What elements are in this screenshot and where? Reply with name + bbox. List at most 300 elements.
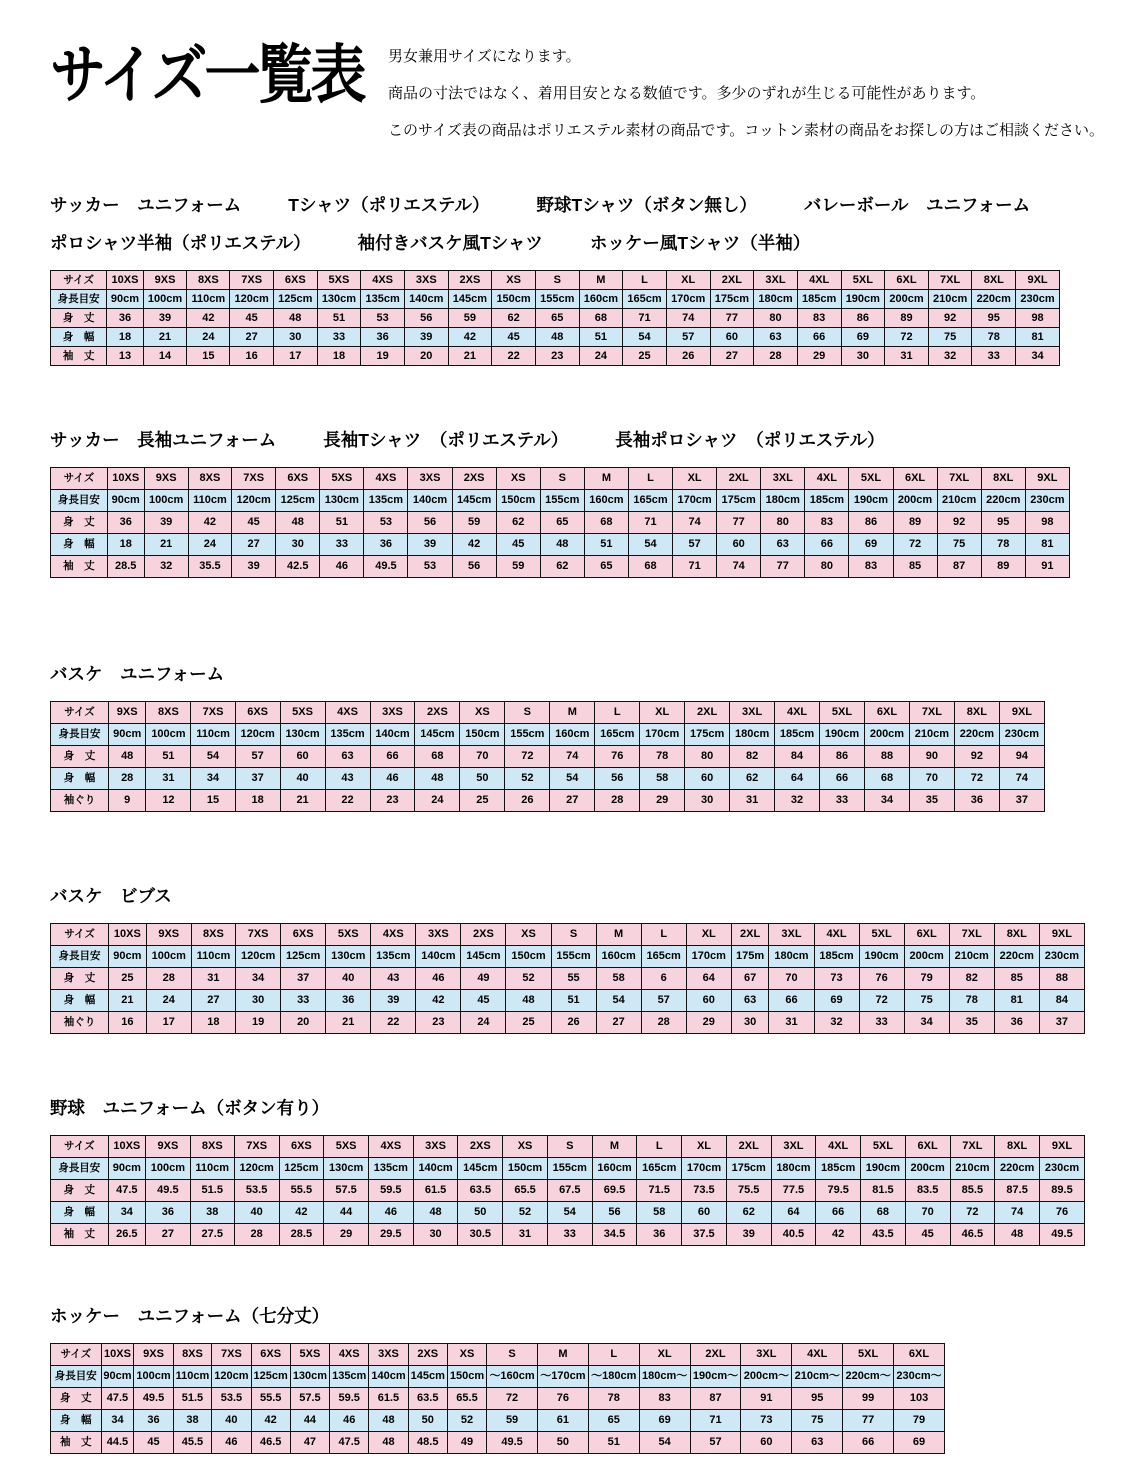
- value-cell: 79: [894, 1410, 945, 1432]
- size-cell: 3XL: [771, 1136, 816, 1158]
- value-cell: 46: [330, 1410, 369, 1432]
- value-cell: 87.5: [995, 1180, 1040, 1202]
- value-cell: 48: [995, 1224, 1040, 1246]
- value-cell: 36: [361, 328, 405, 347]
- table-row: [51, 1136, 1085, 1158]
- row-label: 身 丈: [51, 968, 109, 990]
- value-cell: 52: [503, 1202, 548, 1224]
- value-cell: 90: [909, 746, 954, 768]
- value-cell: 78: [972, 328, 1016, 347]
- size-cell: XL: [673, 468, 717, 490]
- value-cell: 145cm: [448, 290, 492, 309]
- row-label: 身 丈: [51, 309, 107, 328]
- value-cell: 36: [146, 1202, 191, 1224]
- size-cell: 3XL: [761, 468, 805, 490]
- size-cell: 6XL: [905, 1136, 950, 1158]
- value-cell: 23: [416, 1012, 461, 1034]
- value-cell: 32: [775, 790, 820, 812]
- size-cell: S: [505, 702, 550, 724]
- value-cell: 27: [232, 534, 276, 556]
- value-cell: 77: [843, 1410, 894, 1432]
- value-cell: 40.5: [771, 1224, 816, 1246]
- value-cell: 43: [371, 968, 416, 990]
- value-cell: 150cm: [503, 1158, 548, 1180]
- value-cell: 77: [761, 556, 805, 578]
- value-cell: 90cm: [107, 490, 144, 512]
- size-cell: M: [538, 1344, 589, 1366]
- size-cell: 7XL: [909, 702, 954, 724]
- value-cell: 55.5: [251, 1388, 290, 1410]
- value-cell: 190cm: [820, 724, 865, 746]
- size-cell: XS: [460, 702, 505, 724]
- table-row: [51, 468, 1070, 490]
- value-cell: 63: [754, 328, 798, 347]
- value-cell: 33: [547, 1224, 592, 1246]
- value-cell: 165cm: [637, 1158, 682, 1180]
- section-title-text: サッカー 長袖ユニフォーム: [50, 430, 277, 450]
- value-cell: 220cm～: [843, 1366, 894, 1388]
- table-row: [51, 1388, 945, 1410]
- size-cell: S: [487, 1344, 538, 1366]
- value-cell: 37: [999, 790, 1044, 812]
- table-row: [51, 1012, 1085, 1034]
- value-cell: 63: [792, 1432, 843, 1454]
- value-cell: 210cm: [949, 946, 994, 968]
- size-cell: 8XL: [972, 271, 1016, 290]
- value-cell: 56: [452, 556, 496, 578]
- value-cell: 34.5: [592, 1224, 637, 1246]
- value-cell: 88: [1039, 968, 1084, 990]
- value-cell: 25: [623, 347, 667, 366]
- value-cell: 29: [640, 790, 685, 812]
- value-cell: 210cm: [950, 1158, 995, 1180]
- value-cell: 69: [841, 328, 885, 347]
- value-cell: 56: [592, 1202, 637, 1224]
- value-cell: 54: [639, 1432, 690, 1454]
- value-cell: 49.5: [146, 1180, 191, 1202]
- value-cell: 75: [937, 534, 981, 556]
- size-cell: S: [540, 468, 584, 490]
- value-cell: 68: [861, 1202, 906, 1224]
- value-cell: 20: [281, 1012, 326, 1034]
- value-cell: 230cm～: [894, 1366, 945, 1388]
- header-note-2: 商品の寸法ではなく、着用目安となる数値です。多少のずれが生じる可能性があります。: [388, 85, 986, 102]
- value-cell: 185cm: [797, 290, 841, 309]
- value-cell: 92: [954, 746, 999, 768]
- value-cell: 90cm: [107, 290, 143, 309]
- value-cell: 100cm: [144, 490, 188, 512]
- value-cell: 29: [324, 1224, 369, 1246]
- value-cell: 80: [761, 512, 805, 534]
- value-cell: 145cm: [415, 724, 460, 746]
- value-cell: 37.5: [682, 1224, 727, 1246]
- value-cell: 39: [144, 512, 188, 534]
- value-cell: 180cm: [761, 490, 805, 512]
- value-cell: 120cm: [230, 290, 274, 309]
- value-cell: 91: [1025, 556, 1069, 578]
- value-cell: 46.5: [251, 1432, 290, 1454]
- table-row: [51, 1202, 1085, 1224]
- size-cell: 8XS: [188, 468, 231, 490]
- table-row: [51, 768, 1045, 790]
- value-cell: 58: [640, 768, 685, 790]
- value-cell: 98: [1025, 512, 1069, 534]
- value-cell: 26: [551, 1012, 596, 1034]
- value-cell: 81: [994, 990, 1039, 1012]
- table-row: [51, 946, 1085, 968]
- value-cell: 49: [461, 968, 506, 990]
- value-cell: 34: [191, 768, 235, 790]
- size-cell: 9XL: [1039, 1136, 1084, 1158]
- value-cell: 125cm: [279, 1158, 324, 1180]
- section-title-text: バスケ ユニフォーム: [50, 664, 225, 684]
- row-label: 身 丈: [51, 1180, 109, 1202]
- value-cell: 88: [864, 746, 909, 768]
- size-cell: 2XS: [458, 1136, 503, 1158]
- value-cell: 46: [370, 768, 415, 790]
- value-cell: 140cm: [416, 946, 461, 968]
- value-cell: 45: [461, 990, 506, 1012]
- value-cell: 37: [235, 768, 280, 790]
- size-cell: 10XS: [107, 468, 144, 490]
- value-cell: 71: [673, 556, 717, 578]
- size-cell: 6XL: [904, 924, 949, 946]
- value-cell: 60: [717, 534, 761, 556]
- value-cell: 180cm: [754, 290, 798, 309]
- size-cell: 6XS: [281, 924, 326, 946]
- value-cell: 48: [273, 309, 317, 328]
- value-cell: 51.5: [190, 1180, 234, 1202]
- size-cell: 6XL: [894, 1344, 945, 1366]
- value-cell: 45.5: [173, 1432, 212, 1454]
- value-cell: 51: [588, 1432, 639, 1454]
- value-cell: 190cm: [849, 490, 893, 512]
- value-cell: 59: [448, 309, 492, 328]
- row-label: 身 幅: [51, 1202, 109, 1224]
- value-cell: 230cm: [1039, 1158, 1084, 1180]
- row-label: 身 丈: [51, 1388, 102, 1410]
- value-cell: 90cm: [108, 724, 146, 746]
- table-row: [51, 309, 1060, 328]
- value-cell: 48: [535, 328, 579, 347]
- value-cell: 200cm: [893, 490, 937, 512]
- value-cell: 160cm: [584, 490, 628, 512]
- value-cell: 110cm: [191, 946, 235, 968]
- value-cell: 91: [741, 1388, 792, 1410]
- value-cell: 61.5: [413, 1180, 458, 1202]
- value-cell: 17: [146, 1012, 191, 1034]
- size-cell: XL: [666, 271, 710, 290]
- size-cell: 6XS: [279, 1136, 324, 1158]
- size-cell: 5XS: [320, 468, 364, 490]
- value-cell: 27: [230, 328, 274, 347]
- value-cell: 68: [584, 512, 628, 534]
- value-cell: 69: [814, 990, 859, 1012]
- section-title-text: 野球Tシャツ（ボタン無し）: [536, 195, 757, 215]
- size-cell: 3XS: [369, 1344, 408, 1366]
- value-cell: 190cm～: [690, 1366, 741, 1388]
- value-cell: 230cm: [1016, 290, 1060, 309]
- value-cell: 28.5: [279, 1224, 324, 1246]
- value-cell: 56: [404, 309, 448, 328]
- value-cell: 65.5: [447, 1388, 486, 1410]
- value-cell: 145cm: [452, 490, 496, 512]
- value-cell: 95: [972, 309, 1016, 328]
- section-title-text: バレーボール ユニフォーム: [803, 195, 1031, 215]
- size-cell: 2XS: [408, 1344, 447, 1366]
- value-cell: 135cm: [361, 290, 405, 309]
- value-cell: 51: [320, 512, 364, 534]
- value-cell: 62: [730, 768, 775, 790]
- value-cell: 220cm: [981, 490, 1025, 512]
- value-cell: 180cm: [730, 724, 775, 746]
- size-cell: 9XS: [143, 271, 187, 290]
- section-title: [50, 1096, 1101, 1120]
- size-cell: 5XL: [820, 702, 865, 724]
- value-cell: 22: [371, 1012, 416, 1034]
- value-cell: 130cm: [320, 490, 364, 512]
- value-cell: 33: [972, 347, 1016, 366]
- value-cell: 175cm: [710, 290, 754, 309]
- section-title-line: [50, 428, 1101, 452]
- size-cell: 7XS: [212, 1344, 251, 1366]
- value-cell: 155cm: [535, 290, 579, 309]
- table-row: [51, 328, 1060, 347]
- value-cell: 120cm: [236, 946, 281, 968]
- size-cell: 9XL: [1016, 271, 1060, 290]
- size-cell: M: [584, 468, 628, 490]
- value-cell: 110cm: [191, 724, 235, 746]
- value-cell: 59: [452, 512, 496, 534]
- value-cell: 48: [369, 1432, 408, 1454]
- size-cell: 3XS: [413, 1136, 458, 1158]
- size-table-basketball-uniform: [50, 701, 1045, 812]
- size-cell: M: [579, 271, 623, 290]
- size-cell: 6XL: [893, 468, 937, 490]
- size-cell: S: [547, 1136, 592, 1158]
- row-label: 身長目安: [51, 1158, 109, 1180]
- value-cell: 16: [109, 1012, 147, 1034]
- value-cell: 21: [280, 790, 325, 812]
- size-cell: 4XS: [361, 271, 405, 290]
- value-cell: 210cm: [909, 724, 954, 746]
- size-cell: 8XS: [173, 1344, 212, 1366]
- section-hockey-uniform: [50, 1304, 1101, 1454]
- value-cell: 135cm: [364, 490, 408, 512]
- value-cell: 90cm: [101, 1366, 134, 1388]
- row-label: 袖 丈: [51, 1432, 102, 1454]
- value-cell: 33: [320, 534, 364, 556]
- value-cell: 63: [761, 534, 805, 556]
- value-cell: 31: [769, 1012, 814, 1034]
- size-cell: 10XS: [108, 1136, 145, 1158]
- value-cell: 73: [741, 1410, 792, 1432]
- row-label: 袖 丈: [51, 1224, 109, 1246]
- size-cell: 2XL: [685, 702, 730, 724]
- value-cell: 77: [710, 309, 754, 328]
- value-cell: 25: [109, 968, 147, 990]
- value-cell: 74: [666, 309, 710, 328]
- size-cell: 4XL: [797, 271, 841, 290]
- value-cell: 82: [730, 746, 775, 768]
- value-cell: 47.5: [101, 1388, 134, 1410]
- table-row: [51, 1432, 945, 1454]
- size-cell: 9XS: [146, 924, 191, 946]
- value-cell: 57: [666, 328, 710, 347]
- value-cell: 120cm: [235, 724, 280, 746]
- size-cell: 6XS: [235, 702, 280, 724]
- value-cell: 130cm: [326, 946, 371, 968]
- value-cell: 83: [639, 1388, 690, 1410]
- value-cell: 23: [535, 347, 579, 366]
- value-cell: 150cm: [506, 946, 551, 968]
- header-note-1: 男女兼用サイズになります。: [388, 48, 581, 65]
- value-cell: 24: [187, 328, 230, 347]
- value-cell: 230cm: [1025, 490, 1069, 512]
- size-cell: 6XL: [885, 271, 929, 290]
- section-soccer-uniform-long-sleeve: [50, 428, 1101, 578]
- value-cell: 110cm: [173, 1366, 212, 1388]
- value-cell: 65: [535, 309, 579, 328]
- value-cell: 66: [370, 746, 415, 768]
- value-cell: 135cm: [325, 724, 370, 746]
- value-cell: 140cm: [408, 490, 452, 512]
- section-title: [50, 662, 1101, 686]
- row-label: 袖ぐり: [51, 1012, 109, 1034]
- size-cell: 4XL: [792, 1344, 843, 1366]
- value-cell: 33: [859, 1012, 904, 1034]
- value-cell: 51: [579, 328, 623, 347]
- value-cell: 40: [234, 1202, 279, 1224]
- value-cell: 120cm: [212, 1366, 251, 1388]
- size-table-soccer-long: [50, 467, 1070, 578]
- value-cell: 28: [595, 790, 640, 812]
- value-cell: 73: [814, 968, 859, 990]
- value-cell: 44: [290, 1410, 329, 1432]
- value-cell: 185cm: [814, 946, 859, 968]
- value-cell: 28: [234, 1224, 279, 1246]
- value-cell: 82: [949, 968, 994, 990]
- value-cell: 80: [754, 309, 798, 328]
- value-cell: 75: [792, 1410, 843, 1432]
- value-cell: 60: [686, 990, 731, 1012]
- value-cell: 9: [108, 790, 146, 812]
- value-cell: 50: [538, 1432, 589, 1454]
- size-cell: 2XL: [731, 924, 769, 946]
- value-cell: 200cm: [864, 724, 909, 746]
- value-cell: 27: [710, 347, 754, 366]
- size-cell: S: [551, 924, 596, 946]
- value-cell: 6: [641, 968, 686, 990]
- value-cell: 37: [1039, 1012, 1084, 1034]
- size-cell: 9XL: [1039, 924, 1084, 946]
- value-cell: 27: [191, 990, 235, 1012]
- value-cell: 61.5: [369, 1388, 408, 1410]
- value-cell: 135cm: [371, 946, 416, 968]
- value-cell: 20: [404, 347, 448, 366]
- value-cell: 64: [686, 968, 731, 990]
- value-cell: 36: [954, 790, 999, 812]
- section-baseball-uniform: [50, 1096, 1101, 1246]
- size-cell: 7XL: [950, 1136, 995, 1158]
- value-cell: 47.5: [108, 1180, 145, 1202]
- value-cell: 21: [144, 534, 188, 556]
- size-cell: 2XL: [726, 1136, 771, 1158]
- value-cell: 25: [460, 790, 505, 812]
- value-cell: 47.5: [330, 1432, 369, 1454]
- value-cell: 51: [584, 534, 628, 556]
- value-cell: 18: [317, 347, 361, 366]
- value-cell: 190cm: [841, 290, 885, 309]
- value-cell: 68: [864, 768, 909, 790]
- value-cell: 74: [673, 512, 717, 534]
- value-cell: 56: [595, 768, 640, 790]
- row-label: 身 幅: [51, 328, 107, 347]
- value-cell: 39: [232, 556, 276, 578]
- size-cell: M: [550, 702, 595, 724]
- value-cell: 200cm: [905, 1158, 950, 1180]
- value-cell: 32: [928, 347, 972, 366]
- table-row: [51, 1410, 945, 1432]
- size-cell: 6XS: [276, 468, 320, 490]
- section-title: [50, 193, 1101, 255]
- value-cell: 50: [460, 768, 505, 790]
- size-cell: 9XS: [108, 702, 146, 724]
- value-cell: 140cm: [369, 1366, 408, 1388]
- size-cell: XS: [506, 924, 551, 946]
- value-cell: 45: [230, 309, 274, 328]
- value-cell: 52: [506, 968, 551, 990]
- section-title-line: [50, 662, 1101, 686]
- value-cell: 27: [146, 1224, 191, 1246]
- value-cell: 71: [628, 512, 672, 534]
- value-cell: 23: [370, 790, 415, 812]
- value-cell: 18: [235, 790, 280, 812]
- table-row: [51, 347, 1060, 366]
- value-cell: 31: [885, 347, 929, 366]
- value-cell: 66: [797, 328, 841, 347]
- value-cell: 62: [492, 309, 536, 328]
- value-cell: 81.5: [861, 1180, 906, 1202]
- value-cell: 170cm: [682, 1158, 727, 1180]
- row-label: 身 幅: [51, 768, 109, 790]
- value-cell: 89: [893, 512, 937, 534]
- value-cell: 48: [369, 1410, 408, 1432]
- value-cell: 185cm: [775, 724, 820, 746]
- value-cell: 87: [690, 1388, 741, 1410]
- value-cell: 125cm: [251, 1366, 290, 1388]
- value-cell: 24: [146, 990, 191, 1012]
- value-cell: 67.5: [547, 1180, 592, 1202]
- value-cell: 83: [849, 556, 893, 578]
- size-cell: 4XL: [805, 468, 849, 490]
- value-cell: 74: [550, 746, 595, 768]
- value-cell: 51.5: [173, 1388, 212, 1410]
- value-cell: 28: [146, 968, 191, 990]
- value-cell: 72: [950, 1202, 995, 1224]
- value-cell: 140cm: [413, 1158, 458, 1180]
- value-cell: 36: [637, 1224, 682, 1246]
- value-cell: 39: [371, 990, 416, 1012]
- size-cell: L: [623, 271, 667, 290]
- value-cell: 21: [143, 328, 187, 347]
- table-row: [51, 556, 1070, 578]
- size-cell: 5XL: [849, 468, 893, 490]
- size-cell: 9XS: [144, 468, 188, 490]
- value-cell: 76: [538, 1388, 589, 1410]
- value-cell: 87: [937, 556, 981, 578]
- value-cell: 55: [551, 968, 596, 990]
